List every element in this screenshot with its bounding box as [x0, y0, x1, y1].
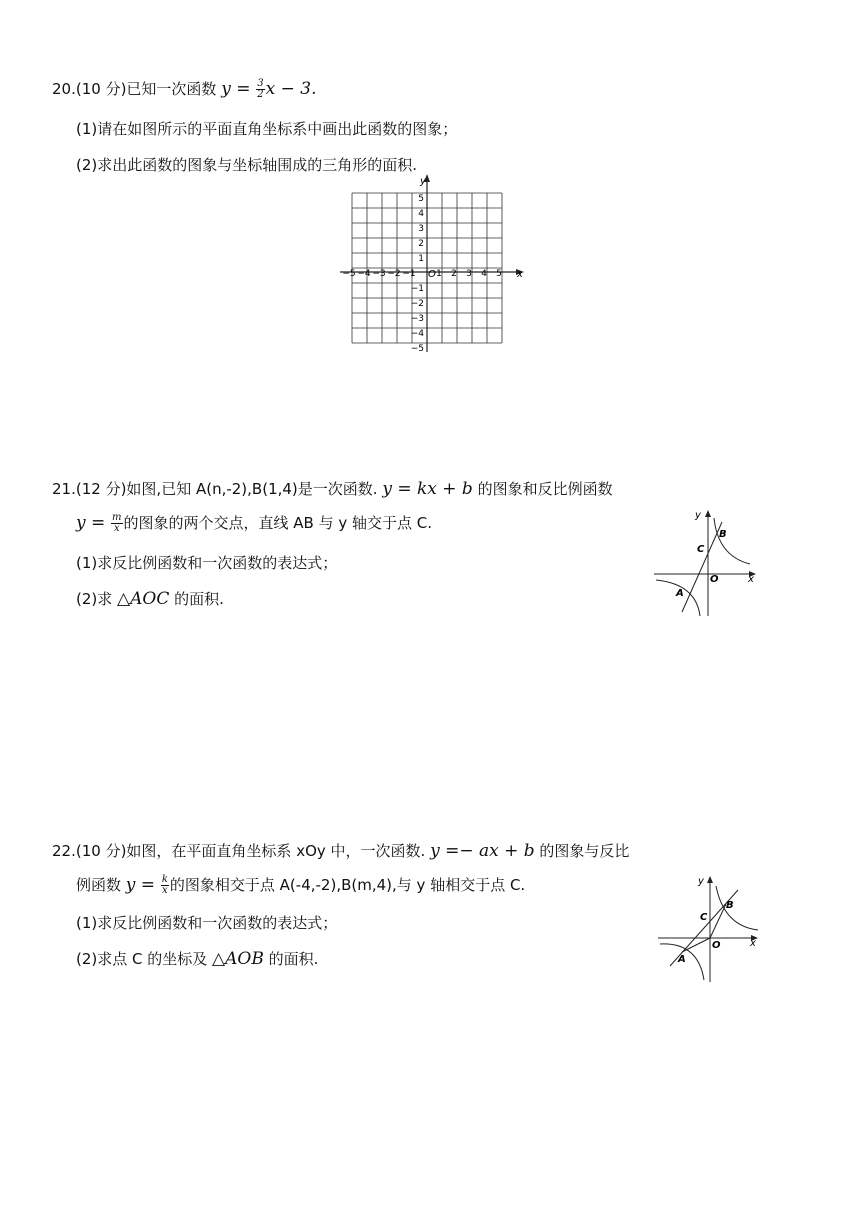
q22-frac-den: x — [162, 885, 168, 896]
q21-stem-line1 — [52, 478, 613, 500]
q21-number: 21. — [52, 480, 76, 498]
q20-eq-lhs: y = — [221, 79, 251, 99]
q22-part2-prefix: (2)求点 C 的坐标及 — [76, 950, 208, 968]
q21-figure — [650, 506, 762, 618]
x-tick-label: 4 — [481, 269, 487, 279]
q22-eq2-lhs: y = — [125, 875, 156, 895]
y-tick-label: 1 — [418, 254, 424, 264]
q21-eq-inline: y = kx + b — [382, 479, 473, 499]
q21-part2 — [76, 588, 224, 610]
q20-score: (10 分) — [75, 80, 127, 98]
segment-oa — [682, 938, 710, 952]
y-tick-label: −3 — [410, 314, 424, 324]
q22-stem-c: 例函数 — [76, 876, 122, 894]
x-tick-label: 2 — [451, 269, 457, 279]
q22-y-axis-label: y — [698, 876, 704, 887]
q22-x-axis-label: x — [750, 938, 756, 949]
q22-point-a-label: A — [678, 954, 686, 965]
segment-ob — [710, 904, 726, 938]
q21-eq2-lhs: y = — [76, 513, 106, 533]
q21-point-b-label: B — [719, 529, 727, 540]
q21-y-axis-label: y — [695, 510, 701, 521]
q22-stem-b: 的图象与反比 — [539, 842, 630, 860]
q22-number: 22. — [52, 842, 76, 860]
x-tick-label: −3 — [372, 269, 386, 279]
q20-stem — [52, 78, 317, 100]
q21-part2-suffix: 的面积. — [174, 590, 224, 608]
q22-frac-num: k — [161, 874, 168, 885]
q21-frac-den: x — [113, 523, 120, 534]
q20-frac-den: 2 — [257, 89, 264, 100]
q21-score: (12 分) — [75, 480, 127, 498]
q21-stem-a: 如图,已知 A(n,-2),B(1,4)是一次函数. — [126, 480, 378, 498]
q21-stem-c: 的图象的两个交点，直线 AB 与 y 轴交于点 C. — [123, 514, 433, 532]
q20-eq-rhs: x − 3. — [265, 79, 317, 99]
x-tick-label: −4 — [357, 269, 371, 279]
q22-stem-a: 如图，在平面直角坐标系 xOy 中，一次函数. — [126, 842, 426, 860]
y-tick-label: −1 — [410, 284, 424, 294]
q20-stem-prefix: 已知一次函数 — [126, 80, 217, 98]
q20-number: 20. — [52, 80, 76, 98]
y-tick-label: −4 — [410, 329, 424, 339]
q20-origin-label: O — [428, 269, 436, 280]
y-tick-label: 3 — [418, 224, 424, 234]
q22-part2-math: △AOB — [212, 949, 264, 969]
q21-part2-prefix: (2)求 — [76, 590, 113, 608]
x-tick-label: 5 — [496, 269, 502, 279]
y-axis-arrow — [707, 876, 713, 883]
q20-y-axis-label: y — [420, 176, 426, 187]
q20-frac-num: 3 — [257, 78, 264, 89]
q20-part1: (1)请在如图所示的平面直角坐标系中画出此函数的图象； — [76, 120, 458, 138]
line-ab — [682, 522, 722, 612]
x-tick-label: 1 — [436, 269, 442, 279]
x-tick-label: 3 — [466, 269, 472, 279]
q22-origin-label: O — [712, 940, 721, 951]
q20-fraction — [256, 79, 264, 100]
y-tick-label: 5 — [418, 194, 424, 204]
q21-point-a-label: A — [676, 588, 684, 599]
x-tick-label: −2 — [387, 269, 401, 279]
q21-stem-b: 的图象和反比例函数 — [477, 480, 613, 498]
x-tick-label: −5 — [342, 269, 356, 279]
q22-figure — [654, 872, 764, 984]
q22-stem-d: 的图象相交于点 A(-4,-2),B(m,4),与 y 轴相交于点 C. — [169, 876, 526, 894]
q21-x-axis-label: x — [748, 574, 754, 585]
y-tick-label: 2 — [418, 239, 424, 249]
q21-point-c-label: C — [697, 544, 705, 555]
tick-labels — [342, 194, 502, 354]
q21-frac-num: m — [112, 512, 122, 523]
q20-x-axis-label: x — [517, 269, 523, 280]
x-tick-label: −1 — [402, 269, 416, 279]
q22-eq-inline: y =− ax + b — [430, 841, 535, 861]
q20-part2: (2)求出此函数的图象与坐标轴围成的三角形的面积. — [76, 156, 418, 174]
q22-part1: (1)求反比例函数和一次函数的表达式； — [76, 914, 338, 932]
y-tick-label: −5 — [410, 344, 424, 354]
q22-part2-suffix: 的面积. — [268, 950, 319, 968]
q22-score: (10 分) — [75, 842, 127, 860]
q21-stem-line2 — [76, 512, 432, 534]
q22-fraction — [161, 875, 169, 896]
q21-part2-math: △AOC — [117, 589, 170, 609]
y-tick-label: −2 — [410, 299, 424, 309]
q21-fraction — [111, 513, 122, 534]
q21-part1: (1)求反比例函数和一次函数的表达式； — [76, 554, 338, 572]
q22-stem-line1 — [52, 840, 629, 862]
q22-point-b-label: B — [726, 900, 734, 911]
y-tick-label: 4 — [418, 209, 424, 219]
q22-stem-line2 — [76, 874, 525, 896]
q21-origin-label: O — [710, 574, 719, 585]
q20-grid-figure — [336, 172, 536, 358]
hyperbola-branch-upper — [714, 518, 750, 564]
q22-point-c-label: C — [700, 912, 708, 923]
q22-part2 — [76, 948, 318, 970]
y-axis-arrow — [705, 510, 711, 517]
